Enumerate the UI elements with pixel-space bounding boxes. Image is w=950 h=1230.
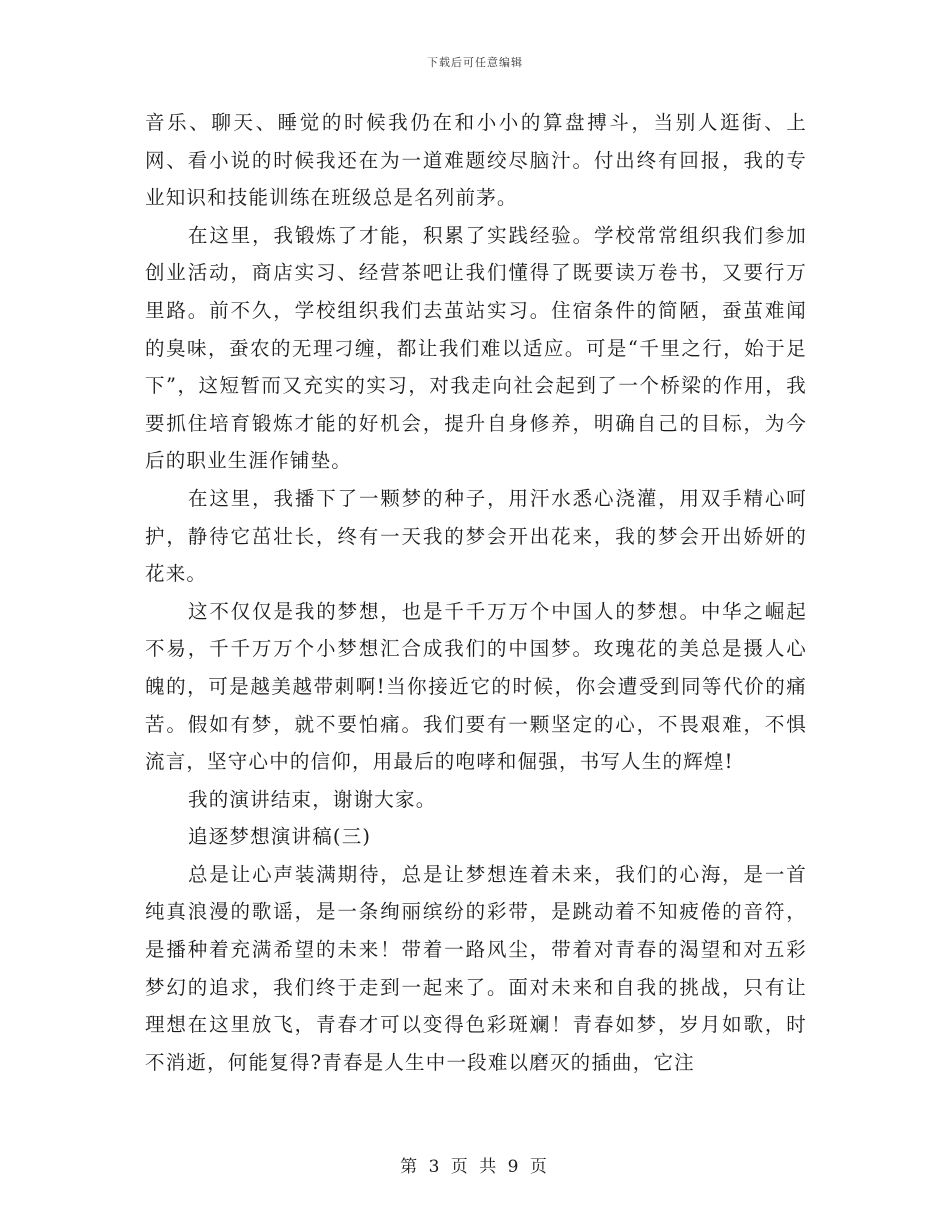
paragraph-4: 这不仅仅是我的梦想，也是千千万万个中国人的梦想。中华之崛起不易，千千万万个小梦想汇合成我们的中国梦。玫瑰花的美总是摄人心魄的，可是越美越带刺啊!当你接近它的时候，你会遭受到同等代价的痛苦。假如有梦，就不要怕痛。我们要有一颗坚定的心，不畏艰难，不惧流言，坚守心中的信仰，用最后的咆哮和倔强，书写人生的辉煌! [145,599,807,774]
paragraph-closing: 我的演讲结束，谢谢大家。 [188,787,437,811]
paragraph-3: 在这里，我播下了一颗梦的种子，用汗水悉心浇灌，用双手精心呵护，静待它茁壮长，终有一天我的梦会开出花来，我的梦会开出娇妍的花来。 [145,486,807,586]
page-header-note: 下载后可任意编辑 [427,56,523,69]
paragraph-1: 音乐、聊天、睡觉的时候我仍在和小小的算盘搏斗，当别人逛街、上网、看小说的时候我还在为一道难题绞尽脑汁。付出终有回报，我的专业知识和技能训练在班级总是名列前茅。 [145,111,807,210]
paragraph-2: 在这里，我锻炼了才能，积累了实践经验。学校常常组织我们参加创业活动，商店实习、经营茶吧让我们懂得了既要读万卷书，又要行万里路。前不久，学校组织我们去茧站实习。住宿条件的简陋，蚕茧难闻的臭味，蚕农的无理刁缠，都让我们难以适应。可是“千里之行，始于足下”，这短暂而又充实的实习，对我走向社会起到了一个桥梁的作用，我要抓住培育锻炼才能的好机会，提升自身修养，明确自己的目标，为今后的职业生涯作铺垫。 [145,223,807,473]
page-number-footer: 第 3 页 共 9 页 [400,1157,550,1177]
section-title: 追逐梦想演讲稿(三) [188,825,372,849]
document-body [145,104,807,1081]
paragraph-7: 总是让心声装满期待，总是让梦想连着未来，我们的心海，是一首纯真浪漫的歌谣，是一条绚丽缤纷的彩带，是跳动着不知疲倦的音符，是播种着充满希望的未来！带着一路风尘，带着对青春的渴望和对五彩梦幻的追求，我们终于走到一起来了。面对未来和自我的挑战，只有让理想在这里放飞，青春才可以变得色彩斑斓！青春如梦，岁月如歌，时不消逝，何能复得?青春是人生中一段难以磨灭的插曲，它注 [145,862,807,1074]
